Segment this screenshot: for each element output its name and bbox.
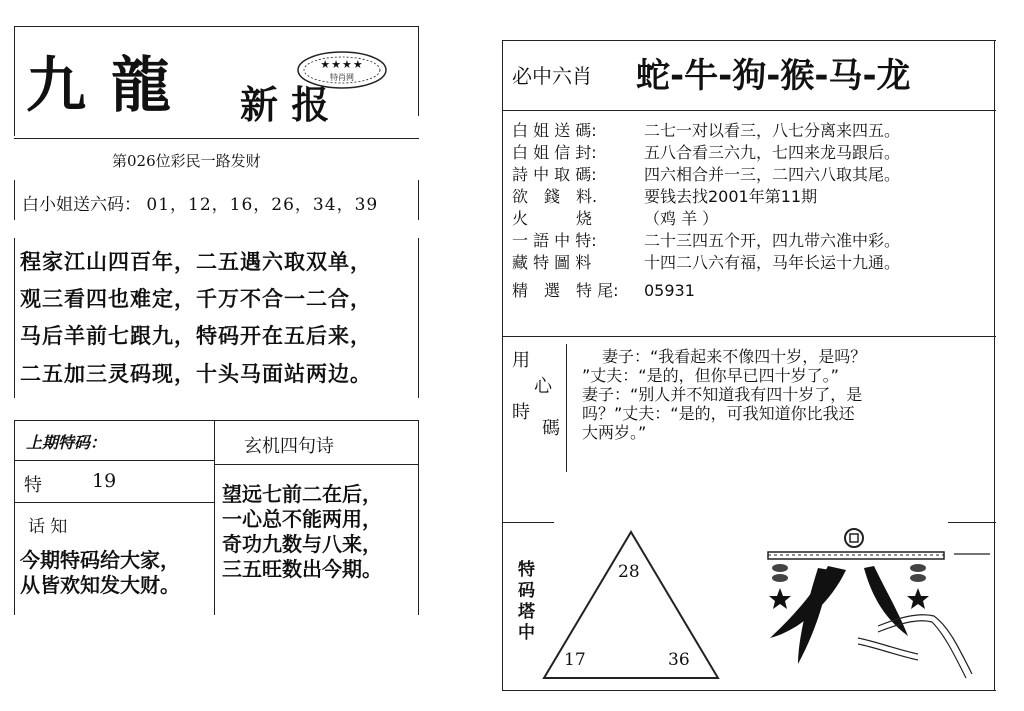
- clue-text: 五八合看三六九，七四来龙马跟后。: [644, 143, 901, 162]
- clue-row: [512, 142, 992, 164]
- clue-text: 十四二八六有福，马年长运十九通。: [644, 253, 901, 272]
- last-issue-divider: [14, 460, 214, 461]
- notice-title: 话 知: [28, 517, 68, 537]
- clue-row: [512, 230, 992, 252]
- clue-label: 白 姐 送 碼:: [512, 121, 597, 140]
- bottom-grid-right-border: [418, 420, 419, 615]
- clue-label: 欲 錢 料.: [512, 187, 598, 206]
- masthead-bottom-border: [14, 138, 419, 139]
- last-issue-title: 上期特码：: [26, 433, 107, 452]
- stamp-subtext: 特肖网: [330, 73, 354, 82]
- clue-label: 一 語 中 特:: [512, 231, 597, 250]
- heart-code-char-4: 碼: [542, 418, 560, 439]
- clue-row: [512, 120, 992, 142]
- right-frame-left: [502, 40, 503, 690]
- tower-label-char: 码: [518, 581, 535, 601]
- last-issue-value: 19: [92, 470, 117, 492]
- right-frame-top: [502, 40, 996, 41]
- six-numbers-row: [22, 190, 378, 215]
- poem-line-1: 程家江山四百年，二五遇六取双单，: [20, 250, 372, 274]
- clue-label: 精 選 特 尾:: [512, 281, 619, 300]
- six-numbers-label: 白小姐送六码：: [22, 195, 141, 215]
- clue-row: [512, 280, 992, 302]
- xuanji-line-2: 一心总不能两用，: [222, 507, 382, 531]
- clue-row: [512, 164, 992, 186]
- right-frame-bottom: [502, 690, 996, 691]
- clue-row: [512, 186, 992, 208]
- xuanji-divider: [214, 464, 419, 465]
- tower-bottom-right-number: 36: [668, 650, 690, 670]
- bottom-grid-divider: [214, 420, 215, 615]
- xuanji-line-1: 望远七前二在后，: [222, 482, 382, 506]
- notice-top-divider: [14, 502, 214, 503]
- xuanji-line-3: 奇功九数与八来，: [222, 532, 382, 556]
- masthead-title-big: 九 龍: [26, 51, 173, 121]
- masthead-top-border: [14, 26, 419, 27]
- notice-line-2: 从皆欢知发大财。: [20, 573, 180, 597]
- tower-left-rule: [502, 522, 554, 523]
- notice-line-1: 今期特码给大家，: [20, 548, 180, 572]
- poem-line-2: 观三看四也难定，千万不合一二合，: [20, 287, 372, 311]
- tower-label: [518, 560, 535, 644]
- bottom-grid-top-border: [14, 420, 419, 421]
- clue-label: 詩 中 取 碼:: [512, 165, 597, 184]
- masthead-stamp-logo: [296, 50, 388, 90]
- tower-label-char: 特: [518, 560, 535, 580]
- clue-text: 四六相合并一三，二四六八取其尾。: [644, 165, 901, 184]
- clue-text: 二十三四五个开，四九带六准中彩。: [644, 231, 901, 250]
- clue-text: 05931: [644, 281, 695, 300]
- last-issue-label: 特: [24, 475, 42, 496]
- heart-code-char-1: 用: [512, 350, 530, 371]
- poem-right-border: [418, 238, 419, 398]
- joke-line-3: 妻子：“别人并不知道我有四十岁了，是: [582, 385, 863, 404]
- clue-label: 藏 特 圖 料: [512, 253, 592, 272]
- six-numbers-left-border: [14, 180, 15, 220]
- heart-code-char-3: 時: [512, 402, 530, 423]
- poem-line-3: 马后羊前七跟九，特码开在五后来，: [20, 324, 372, 348]
- heart-code-char-2: 心: [534, 376, 552, 397]
- six-numbers-right-border: [418, 180, 419, 220]
- clue-text: （鸡 羊 ）: [644, 209, 719, 228]
- joke-line-5: 大两岁。”: [582, 423, 647, 442]
- six-zodiac-bottom-border: [502, 110, 996, 111]
- poem-line-4: 二五加三灵码现，十头马面站两边。: [20, 362, 372, 386]
- tower-top-number: 28: [618, 562, 640, 582]
- tower-label-char: 中: [518, 623, 535, 643]
- joke-line-1: 妻子：“我看起来不像四十岁，是吗？: [602, 347, 867, 366]
- poem-left-border: [14, 238, 15, 398]
- masthead-left-border: [14, 26, 15, 136]
- right-frame-right: [994, 40, 995, 690]
- clues-list: [512, 120, 992, 302]
- tower-label-char: 塔: [518, 602, 535, 622]
- six-numbers-values: 01，12，16，26，34，39: [146, 195, 379, 215]
- tower-bottom-left-number: 17: [564, 650, 586, 670]
- xuanji-line-4: 三五旺数出今期。: [222, 557, 382, 581]
- joke-line-4: 吗？”丈夫：“是的，可我知道你比我还: [582, 404, 855, 423]
- left-page: [0, 0, 430, 711]
- right-page: [490, 0, 1024, 711]
- clue-row: [512, 252, 992, 274]
- clue-row: [512, 208, 992, 230]
- clue-text: 要钱去找2001年第11期: [644, 187, 818, 206]
- clue-label: 白 姐 信 封:: [512, 143, 597, 162]
- six-zodiac-label: 必中六肖: [512, 64, 592, 88]
- masthead-title-small: 新 报: [240, 82, 330, 127]
- bottom-grid-left-border: [14, 420, 15, 615]
- clue-label: 火 烧: [512, 209, 593, 228]
- stamp-stars: ★★★★: [320, 58, 364, 71]
- xuanji-title: 玄机四句诗: [244, 436, 334, 457]
- clue-text: 二七一对以看三，八七分离来四五。: [644, 121, 901, 140]
- heart-code-text: [582, 347, 866, 442]
- coin-scale-illustration: [758, 526, 994, 686]
- heart-code-divider: [566, 344, 567, 472]
- masthead-right-border: [418, 26, 419, 116]
- joke-line-2: ”丈夫：“是的，但你早已四十岁了。”: [582, 366, 839, 385]
- six-zodiac-animals: 蛇-牛-狗-猴-马-龙: [636, 56, 911, 96]
- issue-line: 第026位彩民一路发财: [112, 152, 261, 170]
- clues-bottom-border: [502, 336, 996, 337]
- tower-right-rule: [948, 522, 996, 523]
